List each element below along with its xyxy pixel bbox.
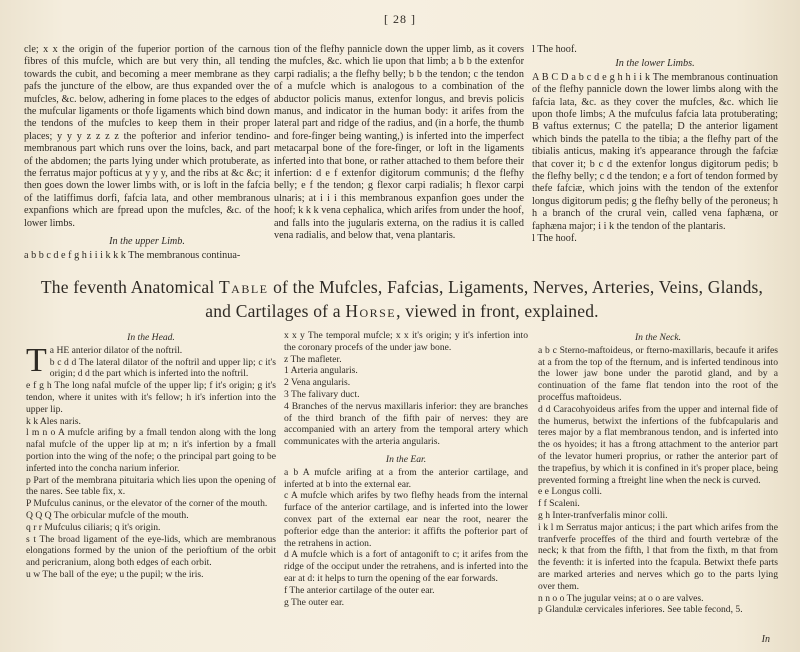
paragraph: cle; x x the origin of the fuperior portion of the carnous fibres of this mufcle, which are but very thin, all tending towards the cubit, and becoming a meer membrane as they pafs the juncture of the elbow, are thus expanded over the mufcles, &c. below, adhering in fome places to the edges of the mufcular ligaments or thofe ligaments which bind down the tendons of the mufcles to keep them in their proper places; y y y z z z z the pofterior and inferior tendino-membranous part which runs over the loins, back, and part of the abdomen; the parts lying under which protuberate, as the ferratus major pofticus at y y y, and the ribs at &c &c; it then goes down the lower limbs with, or is loft in the fafcia of the latiffimus dorfi, fafcia lata, and other membranous expanfions which are fpread upon the mufcles, &c. of the lower limbs. — [24, 44, 270, 229]
list-item: d A mufcle which is a fort of antagonift to c; it arifes from the ridge of the occiput under the retrahens, and is inferted into the ear at d: it helps to turn the opening of the ear forwards. — [284, 549, 528, 584]
paragraph: l The hoof. — [532, 233, 577, 245]
section-heading: In the lower Limbs. — [615, 58, 695, 70]
list-item: a b c Sterno-maftoideus, or fterno-maxillaris, becaufe it arifes at a from the top of the fternum, and is inferted tendinous into the lower jaw bone under the parotid gland, and by a continuation of the fame flat tendon into the root of the proceffus maftoideus. — [538, 344, 778, 403]
list-item: g h Inter-tranfverfalis minor colli. — [538, 509, 668, 521]
top-column-1 — [24, 44, 270, 262]
list-item: u w The ball of the eye; u the pupil; w the iris. — [26, 568, 204, 580]
paragraph: l The hoof. — [532, 44, 577, 55]
title-line-1: The feventh Anatomical Table of the Mufcles, Fafcias, Ligaments, Nerves, Arteries, Veins, Glands, — [40, 277, 764, 297]
list-item: d d Caracohyoideus arifes from the upper and internal fide of the humerus, betwixt the infertions of the fubfcapularis and teres major by a flat membranous tendon, and is inferted into the os hyoides; it has a ftrong attachment to the anterior part of the levator humeri proprius, or rather the anterior part of the trapefius, by which it is confined in it's proper place, being prevented forming a ftreight line when the neck is curved. — [538, 403, 778, 486]
list-item: p Part of the membrana pituitaria which lies upon the opening of the nares. See table fix, x. — [26, 474, 276, 498]
list-item: P Mufculus caninus, or the elevator of the corner of the mouth. — [26, 498, 268, 510]
list-item: g The outer ear. — [284, 596, 345, 608]
list-item: e e Longus colli. — [538, 486, 602, 498]
bottom-column-1 — [26, 330, 276, 581]
list-item: x x y The temporal mufcle; x x it's origin; y it's infertion into the coronary procefs of the under jaw bone. — [284, 330, 528, 353]
list-item: k k Ales naris. — [26, 415, 81, 427]
list-item: s t The broad ligament of the eye-lids, which are membranous elongations formed by the union of the perioftium of the orbit and pericranium, along both edges of each orbit. — [26, 533, 276, 569]
list-item: q r r Mufculus ciliaris; q it's origin. — [26, 521, 161, 533]
list-item: z The mafleter. — [284, 353, 342, 365]
list-item: f The anterior cartilage of the outer ear. — [284, 584, 435, 596]
list-item: c A mufcle which arifes by two flefhy heads from the internal furface of the anterior cartilage, and is inferted into the lower convex part of the external ear near the root, nearer the pofterior edge than the anterior: it affifts the pofterior part of the retrahens in action. — [284, 490, 528, 549]
table-title — [34, 275, 770, 323]
list-item: e f g h The long nafal mufcle of the upper lip; f it's origin; g it's tendon, where it unites with it's fellow; h it's infertion into the upper lip. — [26, 380, 276, 415]
list-item: a b A mufcle arifing at a from the anterior cartilage, and inferted at b into the external ear. — [284, 466, 528, 490]
bottom-column-2 — [284, 330, 528, 608]
list-item: l m n o A mufcle arifing by a fmall tendon along with the long nafal mufcle of the upper lip at m; n it's infertion by a fmall portion into the wing of the nofe; o the principal part going to be inferted into the concha narium inferior. — [26, 427, 276, 474]
list-item: Q Q Q The orbicular mufcle of the mouth. — [26, 509, 189, 521]
list-item: b c d d The lateral dilator of the noftril and upper lip; c it's origin; d d the part which is inferted into the noftril. — [49, 356, 276, 380]
list-item: a HE anterior dilator of the noftril. — [49, 344, 183, 356]
page-number: [ 28 ] — [384, 12, 416, 26]
paragraph: a b b c d e f g h i i i k k k The membranous continua- — [24, 249, 241, 261]
list-item: 2 Vena angularis. — [284, 377, 351, 389]
title-line-2: and Cartilages of a Horse, viewed in front, explained. — [205, 301, 599, 321]
section-heading: In the upper Limb. — [109, 236, 185, 248]
paragraph: tion of the flefhy pannicle down the upper limb, as it covers the mufcles, &c. which lie upon that limb; a b b the extenfor carpi radialis; a the flefhy belly; b b the tendon; c the tendon of a mufcle which is analogous to a combination of the abductor policis manus, extenfor longus, and brevis policis manus, and indicator in the human body: it arifes from the lateral part and ridge of the radius, and (in a horfe, the thumb and fore-finger being wanting,) is inferted into the imperfect metacarpal bone of the fore-finger, or loft in the ligaments inferted into that bone, or rather attached to them before their infertion: d e f extenfor digitorum communis; d the flefhy belly; e f the tendon; g flexor carpi radialis; h flexor carpi ulnaris; at i i i this membranous expanfion goes under the hoof; k k k vena cephalica, which arifes from under the hoof, and falls into the jugularis externa, on the radius it is called vena radialis, and below that, vena plantaris. — [274, 44, 524, 242]
paragraph: A B C D a b c d e g h h i i k The membranous continuation of the flefhy pannicle down the lower limbs along with the fafcia lata, &c. as they cover the mufcles, &c. which lie upon thofe limbs; A the mufculus fafcia lata protuberating; B vaftus externus; C the patella; D the anterior ligament which binds the patella to the tibia; a the flefhy part of the tibialis anticus, making it's appearance through the fafciæ that cover it; b c d the extenfor longus digitorum pedis; b the flefhy belly; c d the tendon; e a fort of tendon formed by thefe fafciæ, which joins with the tendon of the extenfor longus digitorum pedis; g the flefhy belly of the peroneus; h h a branch of the crural vein, called vena faphæna, or faphæna major; i i k the tendon of the plantaris. — [532, 71, 778, 232]
section-heading: In the Ear. — [385, 453, 427, 465]
top-column-2 — [274, 44, 524, 243]
bottom-column-3 — [538, 330, 778, 616]
list-item: p Glandulæ cervicales inferiores. See table fecond, 5. — [538, 604, 743, 616]
drop-cap: T — [26, 341, 47, 379]
section-heading: In the Head. — [127, 332, 175, 343]
list-item: 4 Branches of the nervus maxillaris inferior: they are branches of the third branch of the fifth pair of nerves: they are accompanied with an artery from the temporal artery which communicates with the arteria angularis. — [284, 400, 528, 448]
list-item: n n o o The jugular veins; at o o are valves. — [538, 592, 704, 604]
catchword: In — [761, 634, 770, 645]
list-item: 3 The falivary duct. — [284, 388, 360, 400]
list-item: f f Scaleni. — [538, 498, 580, 510]
top-column-3 — [532, 44, 778, 246]
list-item: i k l m Serratus major anticus; i the part which arifes from the tranfverfe proceffes of the third and fourth vertebræ of the neck; k that from the fifth, l that from the fixth, m that from the feventh: it is inferted into the fcapula. Betwixt thefe parts are marked arteries and nerves which go to the parts lying over them. — [538, 521, 778, 592]
section-heading: In the Neck. — [634, 332, 682, 343]
list-item: 1 Arteria angularis. — [284, 365, 358, 377]
